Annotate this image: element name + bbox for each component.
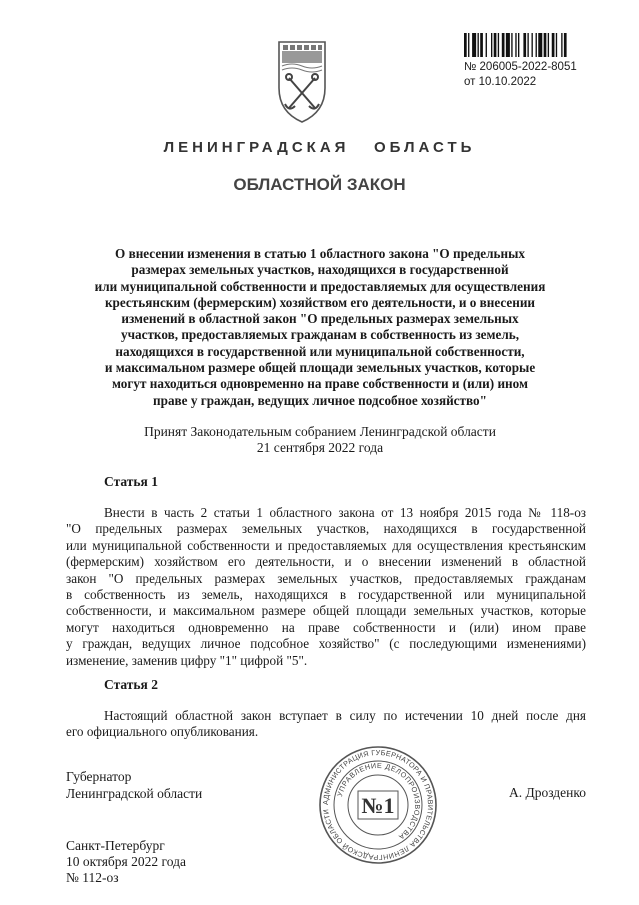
barcode-bar [494, 33, 497, 57]
signer-title: Губернатор [66, 769, 132, 784]
paragraph-line: могут находиться одновременно на праве собственности и (или) ином праве [66, 619, 586, 635]
place-and-date [66, 838, 186, 886]
barcode-bar [491, 33, 492, 57]
adoption-line: Принят Законодательным собранием Ленинградской области [144, 424, 496, 439]
coat-of-arms-emblem [277, 36, 327, 124]
paragraph-line: изменение, заменив цифру "1" цифрой "5". [66, 652, 308, 668]
paragraph-line: "О предельных размерах земельных участков, находящихся в государственной [66, 521, 586, 537]
stamp-inner-text: УПРАВЛЕНИЕ ДЕЛОПРОИЗВОДСТВА [335, 760, 423, 842]
registration-date: от 10.10.2022 [464, 76, 537, 88]
title-line: находящихся в государственной или муниципальной собственности, [115, 343, 525, 359]
barcode-bar [538, 33, 542, 57]
title-line: праве у граждан, ведущих личное подсобное хозяйство" [153, 392, 487, 408]
paragraph-line: (фермерским) хозяйством его деятельности, и о внесении изменений в областной [66, 554, 586, 570]
barcode-bar [468, 33, 469, 57]
stamp-number: №1 [361, 793, 395, 818]
barcode-bar [486, 33, 487, 57]
region-heading: ЛЕНИНГРАДСКАЯ ОБЛАСТЬ [163, 139, 476, 156]
barcode-bar [556, 33, 557, 57]
barcode-bar [523, 33, 526, 57]
title-line: участков, предоставляемых гражданам в собственность из земель, [120, 327, 520, 343]
law-date: 10 октября 2022 года [66, 854, 186, 869]
barcode-bar [480, 33, 483, 57]
barcode-bar [478, 33, 479, 57]
barcode-bar [506, 33, 510, 57]
paragraph-line: закон "О предельных размерах земельных участков, предоставляемых гражданам [66, 570, 586, 586]
paragraph-line: в собственность из земель, находящихся в государственной или муниципальной [66, 587, 586, 603]
article-1-heading: Статья 1 [104, 474, 158, 489]
stamp-outer-text: АДМИНИСТРАЦИЯ ГУБЕРНАТОРА И ПРАВИТЕЛЬСТВА ЛЕНИНГРАДСКОЙ ОБЛАСТИ [320, 747, 436, 863]
signer-region: Ленинградской области [66, 786, 203, 801]
barcode-bar [515, 33, 516, 57]
barcode-bar [464, 33, 467, 57]
law-number: № 112-оз [66, 870, 119, 885]
registration-number: № 206005-2022-8051 [464, 61, 577, 73]
signer-position [66, 768, 202, 802]
paragraph-line: его официального опубликования. [66, 724, 259, 740]
title-line: могут находиться одновременно на праве собственности и (или) ином [112, 376, 528, 392]
paragraph-line: Внести в часть 2 статьи 1 областного закона от 13 ноября 2015 года № 118-оз [104, 505, 586, 520]
barcode-bar [552, 33, 555, 57]
title-line: или муниципальной собственности и предоставляемых для осуществления [94, 278, 546, 294]
barcode-bar [564, 33, 567, 57]
city: Санкт-Петербург [66, 838, 165, 853]
barcode-bar [511, 33, 512, 57]
barcode-bar [561, 33, 562, 57]
paragraph-line: Настоящий областной закон вступает в силу по истечении 10 дней после дня [104, 708, 586, 723]
barcode-bar [518, 33, 519, 57]
article-2-heading: Статья 2 [104, 677, 158, 692]
law-type-heading: ОБЛАСТНОЙ ЗАКОН [233, 175, 406, 194]
title-line: и максимальном размере общей площади земельных участков, которые [104, 360, 536, 376]
paragraph-line: собственности, и максимальном размере общей площади земельных участков, которые [66, 603, 586, 619]
title-line: О внесении изменения в статью 1 областного закона "О предельных [115, 246, 525, 261]
registration-info [464, 60, 577, 90]
title-line: размерах земельных участков, находящихся в государственной [131, 262, 509, 278]
barcode-bar [532, 33, 533, 57]
paragraph-line: или муниципальной собственности и предоставляемых для осуществления крестьянским [66, 537, 586, 553]
signer-name: А. Дрозденко [509, 785, 587, 800]
title-line: крестьянским (фермерским) хозяйством его деятельности, и о внесении [104, 294, 536, 310]
barcode [464, 33, 602, 57]
law-title [60, 246, 580, 409]
adoption-note [60, 424, 580, 456]
barcode-bar [472, 33, 476, 57]
article-1-text [66, 505, 586, 669]
adoption-date: 21 сентября 2022 года [256, 440, 384, 455]
barcode-bar [498, 33, 499, 57]
paragraph-line: у граждан, ведущих личное подсобное хозяйство" (с последующими изменениями) [66, 636, 586, 652]
barcode-bar [527, 33, 528, 57]
barcode-bar [548, 33, 549, 57]
barcode-bar [502, 33, 505, 57]
official-stamp [318, 745, 438, 865]
barcode-bar [544, 33, 547, 57]
title-line: изменений в областной закон "О предельных размерах земельных [121, 311, 519, 327]
barcode-bar [536, 33, 537, 57]
article-2-text [66, 708, 586, 741]
